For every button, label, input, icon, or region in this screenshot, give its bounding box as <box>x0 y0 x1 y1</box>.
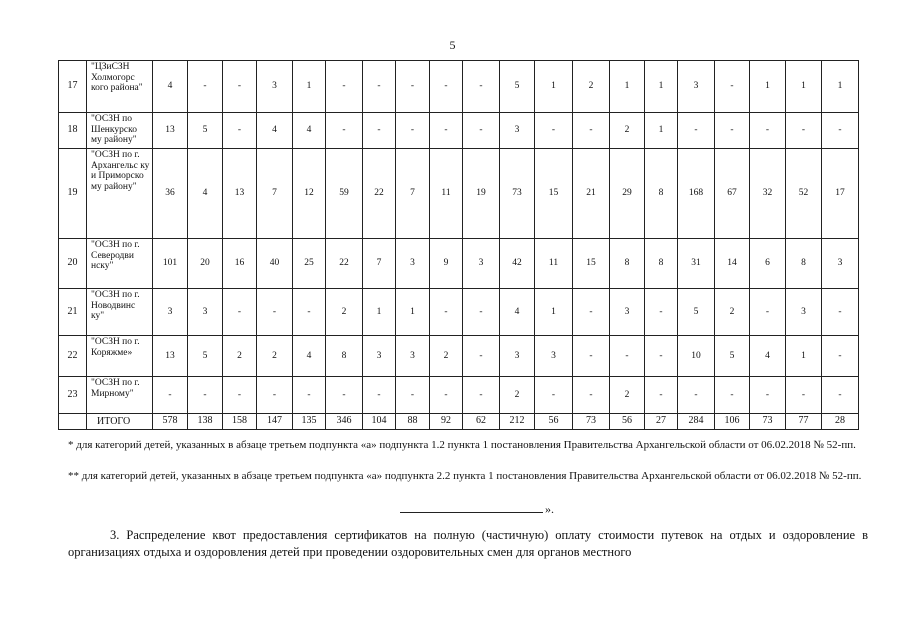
quota-cell: 8 <box>645 149 678 239</box>
quota-cell: - <box>573 377 610 414</box>
footnote-first: * для категорий детей, указанных в абзаце третьем подпункта «а» подпункта 1.2 пункта 1 постановления Правительства Архангельской области от 06.02.2018 № 52-пп. <box>68 439 856 451</box>
quota-cell: 3 <box>786 289 822 336</box>
quota-cell: - <box>463 377 500 414</box>
total-cell: 77 <box>786 414 822 430</box>
quota-cell: 4 <box>293 336 326 377</box>
quota-cell: - <box>463 61 500 113</box>
total-cell: 88 <box>396 414 430 430</box>
quota-cell: 2 <box>223 336 257 377</box>
quota-cell: - <box>363 113 396 149</box>
total-row <box>59 414 859 430</box>
quota-cell: 8 <box>326 336 363 377</box>
quota-cell: - <box>573 289 610 336</box>
quota-cell: 5 <box>500 61 535 113</box>
quota-cell: - <box>750 113 786 149</box>
table-row <box>59 149 859 239</box>
quota-cell: 3 <box>396 336 430 377</box>
row-number: 18 <box>59 113 87 149</box>
quota-cell: - <box>645 336 678 377</box>
total-number-cell <box>59 414 87 430</box>
total-cell: 284 <box>678 414 715 430</box>
quota-cell: 1 <box>645 61 678 113</box>
table-body <box>59 61 859 430</box>
quota-cell: 15 <box>535 149 573 239</box>
quota-cell: 1 <box>610 61 645 113</box>
organization-name: "ОСЗН по г. Новодвинс ку" <box>87 289 153 336</box>
total-cell: 56 <box>610 414 645 430</box>
quota-cell: - <box>363 377 396 414</box>
quota-cell: 31 <box>678 239 715 289</box>
organization-name: "ОСЗН по г. Мирному" <box>87 377 153 414</box>
quota-cell: 2 <box>500 377 535 414</box>
total-cell: 212 <box>500 414 535 430</box>
quota-cell: - <box>326 113 363 149</box>
total-cell: 158 <box>223 414 257 430</box>
quota-cell: 13 <box>153 113 188 149</box>
quota-cell: - <box>188 377 223 414</box>
quota-cell: 5 <box>188 113 223 149</box>
quota-cell: - <box>223 113 257 149</box>
quota-cell: 1 <box>645 113 678 149</box>
quota-cell: - <box>396 377 430 414</box>
organization-name: "ОСЗН по г. Коряжме» <box>87 336 153 377</box>
quota-cell: 22 <box>363 149 396 239</box>
quota-cell: 1 <box>786 336 822 377</box>
row-number: 19 <box>59 149 87 239</box>
total-cell: 73 <box>750 414 786 430</box>
quota-cell: 16 <box>223 239 257 289</box>
quota-cell: 3 <box>678 61 715 113</box>
quota-cell: - <box>430 61 463 113</box>
quota-cell: 20 <box>188 239 223 289</box>
quota-cell: 19 <box>463 149 500 239</box>
quota-cell: 2 <box>326 289 363 336</box>
quota-cell: 1 <box>535 289 573 336</box>
quota-cell: 3 <box>822 239 859 289</box>
quota-cell: - <box>326 377 363 414</box>
quota-cell: - <box>396 61 430 113</box>
quota-cell: 1 <box>535 61 573 113</box>
quota-cell: 3 <box>463 239 500 289</box>
quota-cell: - <box>363 61 396 113</box>
quota-cell: 13 <box>223 149 257 239</box>
quota-cell: - <box>822 377 859 414</box>
total-cell: 27 <box>645 414 678 430</box>
quota-cell: 73 <box>500 149 535 239</box>
quota-cell: 10 <box>678 336 715 377</box>
quota-cell: - <box>463 113 500 149</box>
quota-cell: 5 <box>715 336 750 377</box>
total-cell: 62 <box>463 414 500 430</box>
quota-cell: 3 <box>153 289 188 336</box>
quota-cell: 3 <box>363 336 396 377</box>
quota-cell: - <box>396 113 430 149</box>
quota-cell: 3 <box>188 289 223 336</box>
total-cell: 138 <box>188 414 223 430</box>
quota-cell: - <box>750 377 786 414</box>
table-row <box>59 336 859 377</box>
quota-cell: 22 <box>326 239 363 289</box>
quota-cell: - <box>573 336 610 377</box>
quota-cell: - <box>573 113 610 149</box>
quota-cell: 1 <box>363 289 396 336</box>
quota-cell: 4 <box>500 289 535 336</box>
quota-cell: - <box>293 289 326 336</box>
quota-cell: 168 <box>678 149 715 239</box>
closing-mark: ». <box>545 502 554 516</box>
quota-cell: 2 <box>610 377 645 414</box>
table-row <box>59 289 859 336</box>
quota-cell: 9 <box>430 239 463 289</box>
table-row <box>59 377 859 414</box>
quota-cell: 11 <box>430 149 463 239</box>
table-row <box>59 61 859 113</box>
quota-cell: 1 <box>293 61 326 113</box>
quota-cell: 13 <box>153 336 188 377</box>
quota-cell: - <box>430 289 463 336</box>
total-cell: 346 <box>326 414 363 430</box>
paragraph-text: 3. Распределение квот предоставления сертификатов на полную (частичную) оплату стоимости путевок на отдых и оздоровление в организациях отдыха и оздоровления детей при проведении оздоровительных смен для органов местного <box>68 528 868 559</box>
quota-cell: 15 <box>573 239 610 289</box>
blank-line <box>400 502 543 513</box>
total-label: ИТОГО <box>87 414 153 430</box>
quota-cell: - <box>822 113 859 149</box>
quota-cell: 4 <box>153 61 188 113</box>
quota-cell: 1 <box>786 61 822 113</box>
quota-cell: - <box>645 377 678 414</box>
quota-cell: - <box>535 113 573 149</box>
total-cell: 578 <box>153 414 188 430</box>
quota-cell: 8 <box>610 239 645 289</box>
quota-cell: - <box>463 336 500 377</box>
quota-cell: 6 <box>750 239 786 289</box>
organization-name: "ЦЗиСЗН Холмогорс кого района" <box>87 61 153 113</box>
organization-name: "ОСЗН по г. Северодви нску" <box>87 239 153 289</box>
quota-cell: 32 <box>750 149 786 239</box>
quota-cell: - <box>610 336 645 377</box>
quota-cell: 36 <box>153 149 188 239</box>
quota-cell: 2 <box>257 336 293 377</box>
quota-cell: - <box>188 61 223 113</box>
quota-cell: 42 <box>500 239 535 289</box>
quota-cell: - <box>223 61 257 113</box>
quota-cell: 52 <box>786 149 822 239</box>
quota-cell: 17 <box>822 149 859 239</box>
quota-cell: 2 <box>573 61 610 113</box>
total-cell: 147 <box>257 414 293 430</box>
total-cell: 104 <box>363 414 396 430</box>
quota-cell: 101 <box>153 239 188 289</box>
total-cell: 56 <box>535 414 573 430</box>
row-number: 22 <box>59 336 87 377</box>
quota-cell: 8 <box>645 239 678 289</box>
quota-cell: 12 <box>293 149 326 239</box>
quota-cell: 21 <box>573 149 610 239</box>
quota-cell: 7 <box>363 239 396 289</box>
total-cell: 92 <box>430 414 463 430</box>
quota-cell: - <box>678 113 715 149</box>
quota-cell: - <box>715 377 750 414</box>
table-row <box>59 239 859 289</box>
page-number: 5 <box>449 38 456 52</box>
quota-cell: 25 <box>293 239 326 289</box>
quota-cell: - <box>822 289 859 336</box>
quota-cell: - <box>645 289 678 336</box>
quota-cell: - <box>326 61 363 113</box>
quota-cell: 14 <box>715 239 750 289</box>
quota-cell: - <box>822 336 859 377</box>
quota-cell: - <box>257 377 293 414</box>
total-cell: 106 <box>715 414 750 430</box>
organization-name: "ОСЗН по Шенкурско му району" <box>87 113 153 149</box>
quota-cell: 4 <box>257 113 293 149</box>
quota-table <box>58 60 859 430</box>
quota-cell: 4 <box>293 113 326 149</box>
quota-cell: 1 <box>396 289 430 336</box>
quota-cell: 2 <box>430 336 463 377</box>
quota-cell: - <box>750 289 786 336</box>
quota-cell: 3 <box>500 336 535 377</box>
quota-cell: - <box>430 377 463 414</box>
quota-cell: - <box>786 377 822 414</box>
quota-cell: 7 <box>396 149 430 239</box>
quota-cell: - <box>257 289 293 336</box>
total-cell: 73 <box>573 414 610 430</box>
quota-cell: - <box>715 61 750 113</box>
quota-cell: - <box>786 113 822 149</box>
quota-cell: 3 <box>500 113 535 149</box>
quota-cell: 1 <box>822 61 859 113</box>
quota-cell: 3 <box>396 239 430 289</box>
quota-cell: 5 <box>678 289 715 336</box>
quota-cell: - <box>293 377 326 414</box>
quota-cell: - <box>535 377 573 414</box>
quota-cell: - <box>463 289 500 336</box>
table-row <box>59 113 859 149</box>
quota-cell: 4 <box>188 149 223 239</box>
quota-cell: - <box>430 113 463 149</box>
total-cell: 28 <box>822 414 859 430</box>
quota-cell: - <box>153 377 188 414</box>
quota-cell: 5 <box>188 336 223 377</box>
footnote-second: ** для категорий детей, указанных в абзаце третьем подпункта «а» подпункта 2.2 пункта 1 постановления Правительства Архангельской области от 06.02.2018 № 52-пп. <box>68 470 862 482</box>
quota-cell: 29 <box>610 149 645 239</box>
row-number: 17 <box>59 61 87 113</box>
organization-name: "ОСЗН по г. Архангельс ку и Приморско му району" <box>87 149 153 239</box>
quota-cell: - <box>678 377 715 414</box>
row-number: 23 <box>59 377 87 414</box>
quota-cell: 7 <box>257 149 293 239</box>
quota-cell: 8 <box>786 239 822 289</box>
quota-cell: - <box>715 113 750 149</box>
quota-cell: 3 <box>610 289 645 336</box>
section-paragraph <box>68 527 868 561</box>
quota-cell: 40 <box>257 239 293 289</box>
quota-cell: 2 <box>610 113 645 149</box>
row-number: 20 <box>59 239 87 289</box>
quota-cell: 1 <box>750 61 786 113</box>
quota-cell: - <box>223 377 257 414</box>
quota-cell: 67 <box>715 149 750 239</box>
quota-cell: 3 <box>257 61 293 113</box>
quota-cell: 2 <box>715 289 750 336</box>
closing-line <box>400 502 554 517</box>
quota-cell: 4 <box>750 336 786 377</box>
quota-cell: - <box>223 289 257 336</box>
quota-cell: 11 <box>535 239 573 289</box>
quota-cell: 59 <box>326 149 363 239</box>
quota-cell: 3 <box>535 336 573 377</box>
row-number: 21 <box>59 289 87 336</box>
total-cell: 135 <box>293 414 326 430</box>
